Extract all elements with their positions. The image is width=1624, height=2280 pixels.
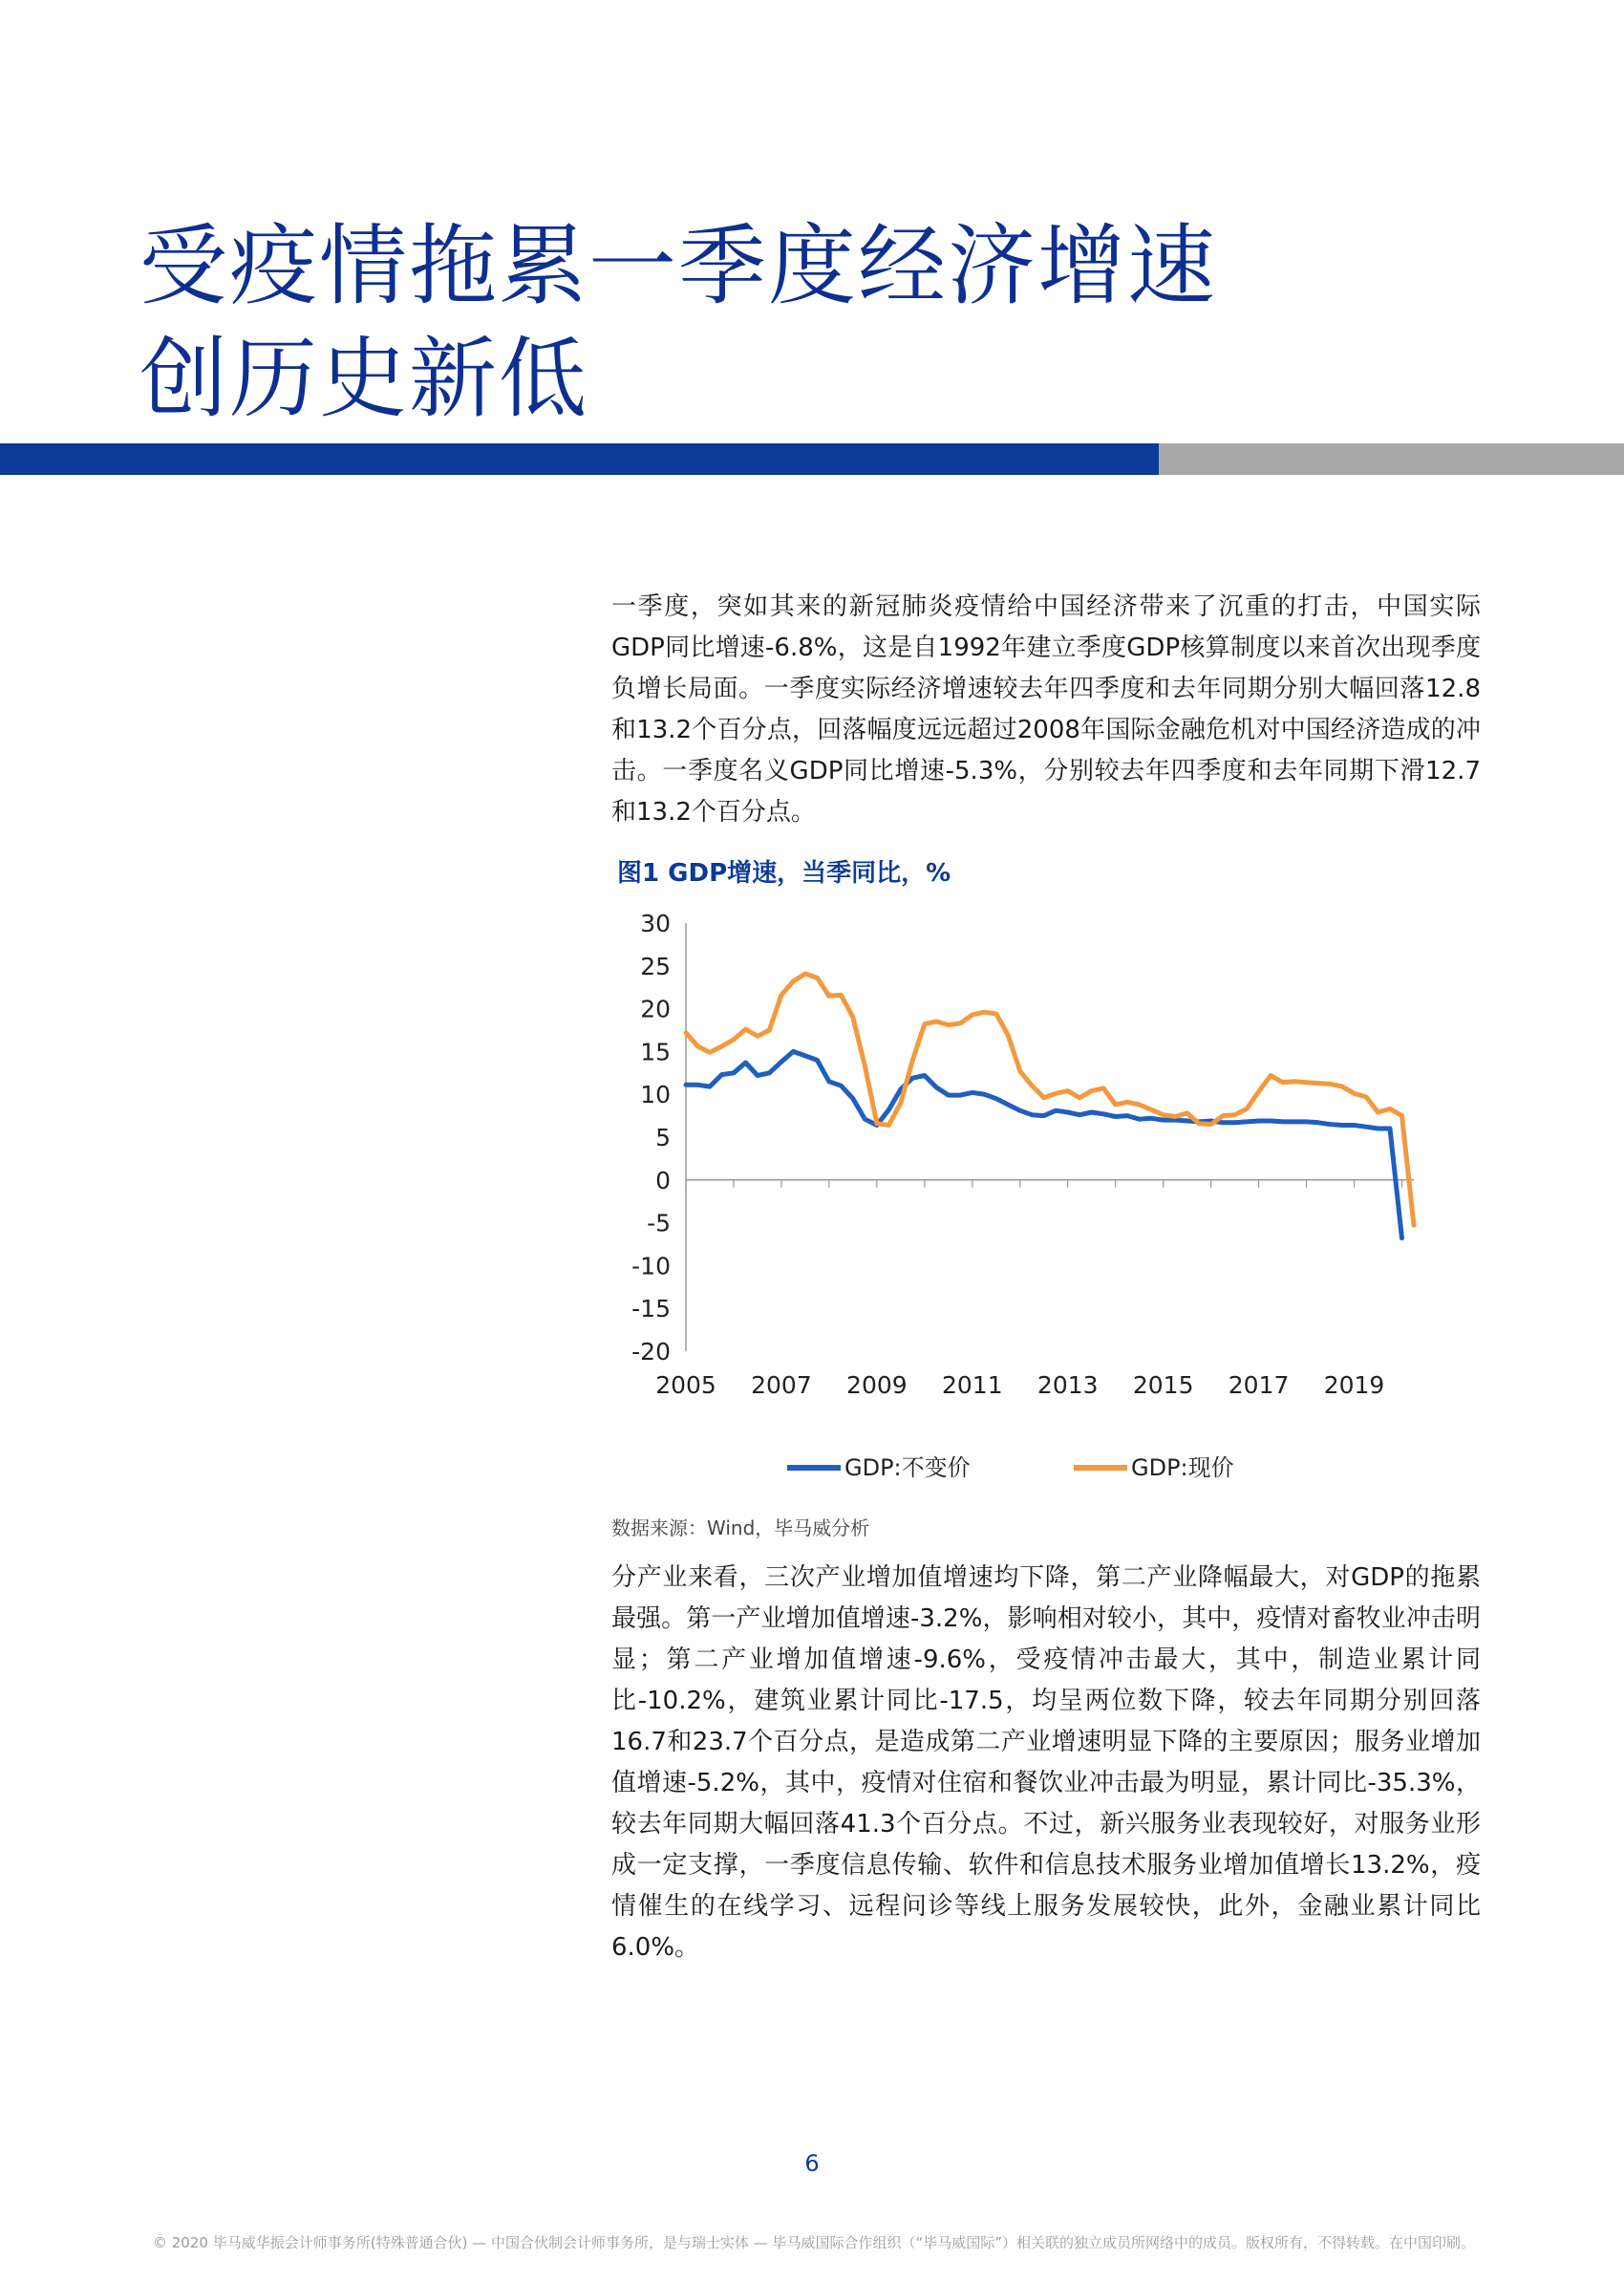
- y-tick-label: 30: [640, 910, 671, 937]
- intro-paragraph: 一季度，突如其来的新冠肺炎疫情给中国经济带来了沉重的打击，中国实际GDP同比增速-6.8%，这是自1992年建立季度GDP核算制度以来首次出现季度负增长局面。一季度实际经济增速较去年四季度和去年同期分别大幅回落12.8和13.2个百分点，回落幅度远远超过2008年国际金融危机对中国经济造成的冲击。一季度名义GDP同比增速-5.3%，分别较去年四季度和去年同期下滑12.7和13.2个百分点。: [611, 592, 1481, 827]
- series-line-2: [686, 974, 1414, 1225]
- title-line-1: 受疫情拖累一季度经济增速: [139, 215, 1218, 317]
- x-tick-label: 2017: [1228, 1371, 1290, 1399]
- y-tick-label: 25: [640, 952, 671, 980]
- x-tick-label: 2005: [655, 1371, 716, 1399]
- y-tick-label: -15: [631, 1295, 671, 1323]
- data-source: 数据来源：Wind，毕马威分析: [611, 1516, 870, 1539]
- x-tick-label: 2009: [846, 1371, 908, 1399]
- title-line-2: 创历史新低: [139, 328, 589, 430]
- x-tick-label: 2019: [1323, 1371, 1385, 1399]
- y-tick-label: -20: [631, 1338, 671, 1366]
- y-tick-label: 15: [640, 1038, 671, 1066]
- legend-label-1: GDP:不变价: [844, 1454, 971, 1481]
- x-tick-label: 2007: [751, 1371, 812, 1399]
- accent-bar-gray: [1159, 443, 1624, 475]
- x-tick-label: 2015: [1132, 1371, 1194, 1399]
- figure-title: 图1 GDP增速，当季同比，%: [617, 859, 951, 888]
- y-tick-label: 20: [640, 995, 671, 1023]
- y-tick-label: 5: [655, 1124, 671, 1151]
- gdp-growth-chart: [611, 898, 1471, 1500]
- industry-paragraph: 分产业来看，三次产业增加值增速均下降，第二产业降幅最大，对GDP的拖累最强。第一产业增加值增速-3.2%，影响相对较小，其中，疫情对畜牧业冲击明显；第二产业增加值增速-9.6%，受疫情冲击最大，其中，制造业累计同比-10.2%，建筑业累计同比-17.5，均呈两位数下降，较去年同期分别回落16.7和23.7个百分点，是造成第二产业增速明显下降的主要原因；服务业增加值增速-5.2%，其中，疫情对住宿和餐饮业冲击最为明显，累计同比-35.3%，较去年同期大幅回落41.3个百分点。不过，新兴服务业表现较好，对服务业形成一定支撑，一季度信息传输、软件和信息技术服务业增加值增长13.2%，疫情催生的在线学习、远程问诊等线上服务发展较快，此外，金融业累计同比6.0%。: [611, 1563, 1481, 1962]
- y-tick-label: -5: [647, 1209, 671, 1237]
- x-tick-label: 2013: [1036, 1371, 1099, 1399]
- chart-legend: [787, 1454, 1234, 1481]
- y-tick-label: 10: [640, 1081, 671, 1109]
- page-title: [139, 210, 1217, 436]
- y-tick-label: 0: [655, 1166, 671, 1194]
- y-tick-label: -10: [631, 1252, 671, 1280]
- legend-label-2: GDP:现价: [1131, 1454, 1234, 1481]
- page-number: 6: [804, 2150, 820, 2177]
- x-axis: [655, 1180, 1414, 1399]
- series-lines: [686, 974, 1414, 1238]
- x-tick-label: 2011: [941, 1371, 1003, 1399]
- y-axis: [631, 910, 686, 1366]
- accent-bar-blue: [0, 443, 1159, 475]
- footer-copyright: © 2020 毕马威华振会计师事务所(特殊普通合伙) — 中国合伙制会计师事务所，是与瑞士实体 — 毕马威国际合作组织（“毕马威国际”）相关联的独立成员所网络中的成员。版权所有，不得转载。在中国印刷。: [153, 2234, 1476, 2251]
